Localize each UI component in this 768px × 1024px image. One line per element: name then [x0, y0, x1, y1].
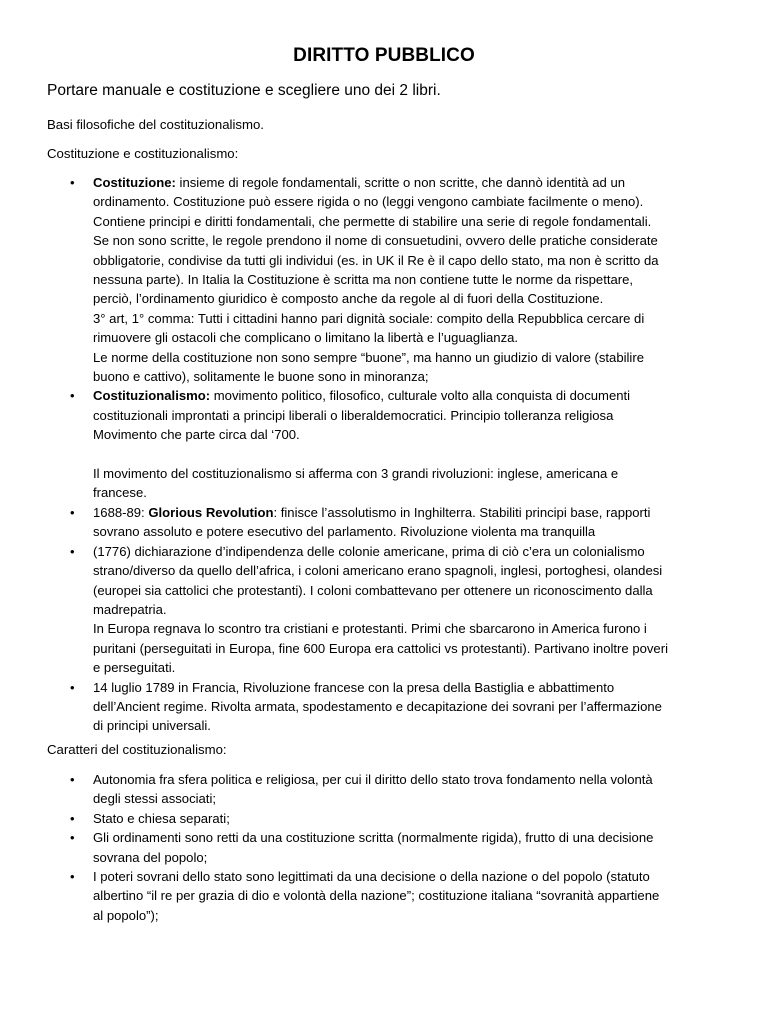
bullet-icon: • [70, 830, 75, 846]
line: (europei sia cattolici che protestanti). I coloni combattevano per ottenere un riconoscimento dalla [93, 582, 653, 598]
list-item [0, 503, 768, 542]
heading-caratteri: Caratteri del costituzionalismo: [47, 742, 227, 757]
heading-costituzione: Costituzione e costituzionalismo: [47, 146, 239, 161]
bullet-icon: • [70, 810, 75, 826]
line: In Europa regnava lo scontro tra cristiani e protestanti. Primi che sbarcarono in America furono i [93, 621, 647, 637]
line: francese. [93, 485, 147, 501]
line: e perseguitati. [93, 660, 176, 676]
page-title: DIRITTO PUBBLICO [293, 45, 475, 66]
line: perciò, l’ordinamento giuridico è composto anche da regole al di fuori della Costituzione. [93, 291, 604, 307]
line: costituzionali improntati a principi liberali o liberaldemocratici. Principio tolleranza religiosa [93, 407, 614, 423]
line: buono e cattivo), solitamente le buone sono in minoranza; [93, 369, 429, 385]
term: Costituzione: [93, 175, 176, 190]
line: (1776) dichiarazione d’indipendenza delle colonie americane, prima di ciò c’era un colonialismo [93, 543, 645, 559]
line: puritani (perseguitati in Europa, fine 600 Europa era cattolici vs protestanti). Partivano inoltre poveri [93, 640, 668, 656]
term: Glorious Revolution [148, 504, 274, 520]
line: Costituzione: insieme di regole fondamentali, scritte o non scritte, che dannò identità ad un [93, 175, 626, 190]
caratteri-list [0, 770, 768, 925]
subtitle: Portare manuale e costituzione e scegliere uno dei 2 libri. [47, 82, 441, 99]
list-item [0, 770, 768, 809]
bullet-icon: • [70, 869, 75, 885]
main-list [0, 173, 768, 736]
bullet-icon: • [70, 772, 75, 787]
line: madrepatria. [93, 601, 167, 617]
list-item [0, 867, 768, 925]
list-item [0, 542, 768, 678]
list-item [0, 173, 768, 386]
line: Le norme della costituzione non sono sempre “buone”, ma hanno un giudizio di valore (stabilire [93, 349, 644, 365]
line: strano/diverso da quello dell’africa, i coloni americano erano spagnoli, inglesi, portoghesi, olandesi [93, 563, 663, 579]
line: al popolo”); [93, 907, 159, 923]
list-item [0, 678, 768, 736]
line: sovrana del popolo; [93, 849, 208, 865]
line: I poteri sovrani dello stato sono legittimati da una decisione o della nazione o del popolo (statuto [93, 869, 650, 885]
heading-basi: Basi filosofiche del costituzionalismo. [47, 117, 264, 132]
line: Gli ordinamenti sono retti da una costituzione scritta (normalmente rigida), frutto di una decisione [93, 830, 654, 846]
line: Autonomia fra sfera politica e religiosa, per cui il diritto dello stato trova fondamento nella volontà [93, 772, 653, 787]
line: Stato e chiesa separati; [93, 810, 230, 826]
list-item [0, 828, 768, 867]
line: di principi universali. [93, 718, 211, 734]
list-item [0, 809, 768, 828]
bullet-icon: • [70, 679, 75, 695]
bullet-icon: • [70, 175, 75, 190]
line: dell’Ancient regime. Rivolta armata, spodestamento e decapitazione dei sovrani per l’affermazione [93, 698, 662, 714]
line: 14 luglio 1789 in Francia, Rivoluzione francese con la presa della Bastiglia e abbattimento [93, 679, 615, 695]
line: Contiene principi e diritti fondamentali, che permette di stabilire una serie di regole fondamentali. [93, 213, 652, 229]
line: degli stessi associati; [93, 791, 216, 807]
line: 1688-89: Glorious Revolution: finisce l’assolutismo in Inghilterra. Stabiliti principi base, rapporti [93, 504, 651, 520]
line: Il movimento del costituzionalismo si afferma con 3 grandi rivoluzioni: inglese, americana e [93, 466, 619, 482]
bullet-icon: • [70, 504, 75, 520]
line: rimuovere gli ostacoli che complicano o limitano la libertà e l’uguaglianza. [93, 330, 519, 346]
line: obbligatorie, condivise da tutti gli individui (es. in UK il Re è il capo dello stato, ma non è scritto da [93, 252, 659, 268]
line: ordinamento. Costituzione può essere rigida o no (leggi vengono cambiate facilmente o meno). [93, 194, 644, 210]
line: Movimento che parte circa dal ‘700. [93, 427, 300, 443]
line: nessuna parte). In Italia la Costituzione è scritta ma non contiene tutte le norme da rispettare, [93, 272, 634, 288]
list-item [0, 386, 768, 502]
line: 3° art, 1° comma: Tutti i cittadini hanno pari dignità sociale: compito della Repubblica cercare di [93, 310, 645, 326]
line: sovrano assoluto e potere esecutivo del parlamento. Rivoluzione violenta ma tranquilla [93, 524, 596, 540]
term: Costituzionalismo: [93, 388, 211, 404]
line: Costituzionalismo: movimento politico, filosofico, culturale volto alla conquista di documenti [93, 388, 631, 404]
bullet-icon: • [70, 388, 75, 404]
bullet-icon: • [70, 543, 75, 559]
line: Se non sono scritte, le regole prendono il nome di consuetudini, ovvero delle pratiche considerate [93, 233, 658, 249]
line: albertino “il re per grazia di dio e volontà della nazione”; costituzione italiana “sovranità appartiene [93, 888, 660, 904]
